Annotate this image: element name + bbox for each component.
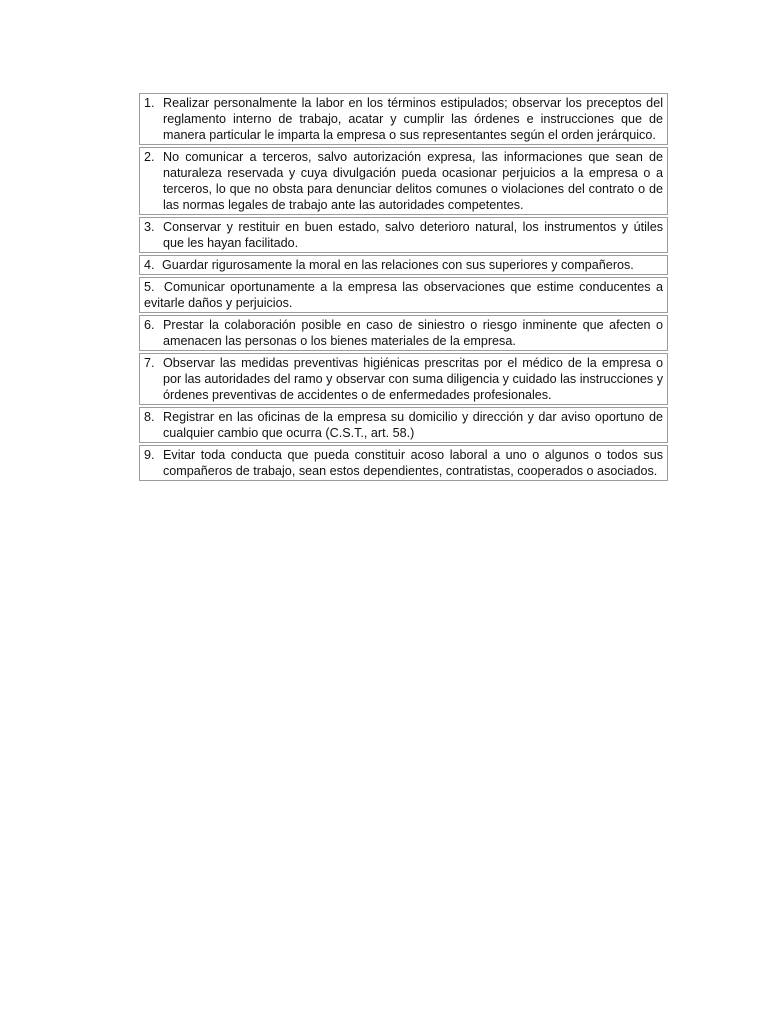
item-text: Prestar la colaboración posible en caso de siniestro o riesgo inminente que afecten o amenacen las personas o los bienes materiales de la empresa. xyxy=(163,318,663,348)
item-number: 5. xyxy=(144,280,155,294)
obligation-item-3 xyxy=(139,217,668,253)
item-number: 8. xyxy=(144,410,155,424)
obligation-item-4 xyxy=(139,255,668,275)
obligation-item-5 xyxy=(139,277,668,313)
item-number: 4. xyxy=(144,258,155,272)
obligations-list xyxy=(139,93,668,483)
obligation-item-9 xyxy=(139,445,668,481)
obligation-item-1 xyxy=(139,93,668,145)
obligation-item-6 xyxy=(139,315,668,351)
obligation-item-7 xyxy=(139,353,668,405)
obligation-item-8 xyxy=(139,407,668,443)
item-text: Evitar toda conducta que pueda constituir acoso laboral a uno o algunos o todos sus compañeros de trabajo, sean estos dependientes, contratistas, cooperados o asociados. xyxy=(163,448,663,478)
item-number: 9. xyxy=(144,448,155,462)
obligation-item-2 xyxy=(139,147,668,215)
item-text: Registrar en las oficinas de la empresa su domicilio y dirección y dar aviso oportuno de cualquier cambio que ocurra (C.S.T., art. 58.) xyxy=(163,410,663,440)
item-text: Guardar rigurosamente la moral en las relaciones con sus superiores y compañeros. xyxy=(162,258,634,272)
item-number: 6. xyxy=(144,318,155,332)
item-number: 2. xyxy=(144,150,155,164)
item-text: No comunicar a terceros, salvo autorización expresa, las informaciones que sean de naturaleza reservada y cuya divulgación pueda ocasionar perjuicios a la empresa o a terceros, lo que no obsta para denunciar delitos comunes o violaciones del contrato o de las normas legales de trabajo ante las autoridades competentes. xyxy=(163,150,663,212)
item-text: Conservar y restituir en buen estado, salvo deterioro natural, los instrumentos y útiles que les hayan facilitado. xyxy=(163,220,663,250)
item-number: 3. xyxy=(144,220,155,234)
item-text: Realizar personalmente la labor en los términos estipulados; observar los preceptos del reglamento interno de trabajo, acatar y cumplir las órdenes e instrucciones que de manera particular le imparta la empresa o sus representantes según el orden jerárquico. xyxy=(163,96,663,142)
item-number: 7. xyxy=(144,356,155,370)
item-text: Comunicar oportunamente a la empresa las observaciones que estime conducentes a evitarle daños y perjuicios. xyxy=(144,280,663,310)
item-text: Observar las medidas preventivas higiénicas prescritas por el médico de la empresa o por las autoridades del ramo y observar con suma diligencia y cuidado las instrucciones y órdenes preventivas de accidentes o de enfermedades profesionales. xyxy=(163,356,663,402)
item-number: 1. xyxy=(144,96,155,110)
